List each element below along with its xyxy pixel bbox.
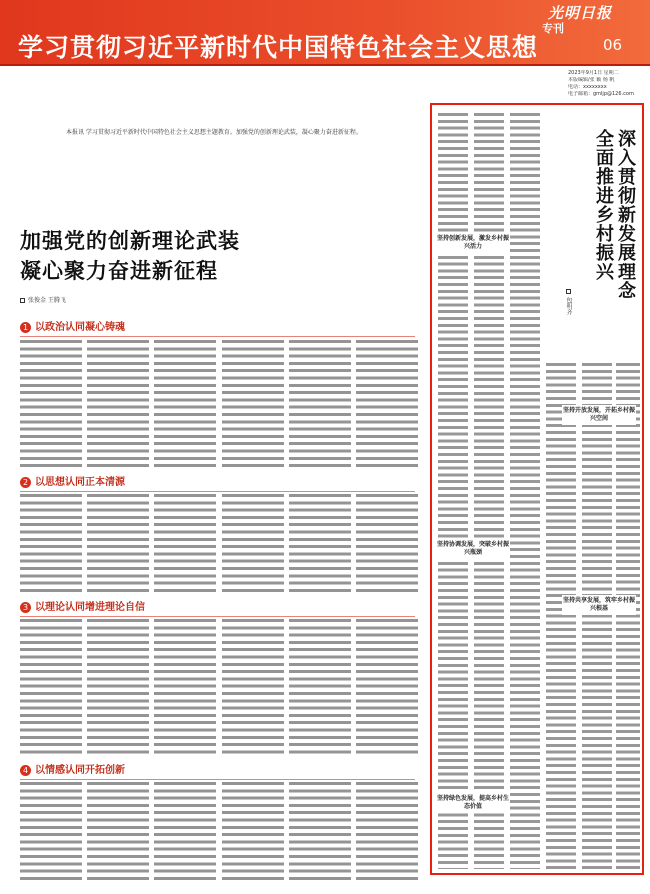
text-column [154, 619, 216, 757]
byline-box-icon [566, 289, 571, 294]
text-column [20, 782, 82, 882]
text-column [87, 619, 149, 757]
headline-line-2: 凝心聚力奋进新征程 [20, 258, 218, 283]
sidebar-text-column [474, 113, 504, 869]
masthead-banner [0, 0, 650, 66]
text-column [87, 782, 149, 882]
edition-phone: 电话：xxxxxxxx [568, 84, 607, 90]
article-byline [20, 295, 66, 304]
text-column [356, 340, 418, 468]
sidebar-subhead: 坚持开放发展，开拓乡村振兴空间 [562, 405, 636, 425]
sidebar-headline-line-1: 深入贯彻新发展理念 [615, 129, 636, 300]
edition-editor: 本版编辑/张 颖 杨 帆 [568, 77, 615, 83]
editor-note: 本报讯 学习贯彻习近平新时代中国特色社会主义思想主题教育。加强党的创新理论武装，凝心聚力奋进新征程。 [66, 129, 362, 136]
section-title: 以思想认同正本清源 [35, 477, 125, 488]
text-column [356, 494, 418, 594]
section-title: 以理论认同增进理论自信 [35, 602, 145, 613]
text-column [154, 494, 216, 594]
section-number-badge: 2 [20, 477, 31, 488]
edition-date: 2023年9月1日 星期二 [568, 70, 619, 76]
sidebar-text-column [510, 113, 540, 869]
text-column [154, 782, 216, 882]
text-column [20, 340, 82, 468]
section-heading [20, 601, 415, 615]
text-column [289, 619, 351, 757]
edition-info [568, 70, 646, 98]
sidebar-subhead: 坚持创新发展，激发乡村振兴活力 [436, 233, 510, 253]
text-column [289, 782, 351, 882]
text-column [356, 782, 418, 882]
section-rule [20, 336, 415, 337]
sidebar-author: 包明齐 [565, 297, 572, 315]
banner-rule [0, 64, 650, 66]
headline-line-1: 加强党的创新理论武装 [20, 228, 240, 253]
section-rule [20, 779, 415, 780]
section-rule [20, 491, 415, 492]
article-body-text [20, 619, 418, 757]
sidebar-text-column [616, 363, 640, 869]
sidebar-headline-line-2: 全面推进乡村振兴 [593, 129, 614, 281]
section-heading [20, 476, 415, 490]
sidebar-byline [564, 289, 573, 315]
text-column [222, 619, 284, 757]
sidebar-headline [586, 129, 636, 359]
byline-authors: 张俊金 王腾飞 [28, 297, 66, 304]
masthead-subtitle: 专刊 [542, 22, 564, 35]
sidebar-subhead: 坚持协调发展，突破乡村振兴瓶颈 [436, 539, 510, 559]
article-body-text [20, 782, 418, 882]
section-number-badge: 4 [20, 765, 31, 776]
section-title: 以政治认同凝心铸魂 [35, 322, 125, 333]
text-column [20, 494, 82, 594]
text-column [154, 340, 216, 468]
section-heading [20, 321, 415, 335]
newspaper-logo: 光明日报 [548, 4, 613, 22]
section-number-badge: 1 [20, 322, 31, 333]
byline-box-icon [20, 298, 25, 303]
article-body-text [20, 340, 418, 468]
page-number: 06 [603, 36, 623, 54]
sidebar-text-column [546, 363, 576, 869]
sidebar-text-column [438, 113, 468, 869]
edition-email: 电子邮箱：gmljp@126.com [568, 91, 634, 97]
section-title: 以情感认同开拓创新 [35, 765, 125, 776]
text-column [20, 619, 82, 757]
highlighted-sidebar-article [430, 103, 644, 875]
text-column [222, 782, 284, 882]
section-number-badge: 3 [20, 602, 31, 613]
section-heading [20, 764, 415, 778]
masthead-title: 学习贯彻习近平新时代中国特色社会主义思想 [18, 33, 539, 62]
text-column [87, 494, 149, 594]
text-column [87, 340, 149, 468]
text-column [289, 494, 351, 594]
section-rule [20, 616, 415, 617]
article-body-text [20, 494, 418, 594]
text-column [222, 340, 284, 468]
sidebar-subhead: 坚持绿色发展，提高乡村生态价值 [436, 793, 510, 813]
text-column [289, 340, 351, 468]
sidebar-subhead: 坚持共享发展，筑牢乡村振兴根基 [562, 595, 636, 615]
text-column [356, 619, 418, 757]
sidebar-text-column [582, 363, 612, 869]
text-column [222, 494, 284, 594]
article-headline [20, 226, 240, 286]
